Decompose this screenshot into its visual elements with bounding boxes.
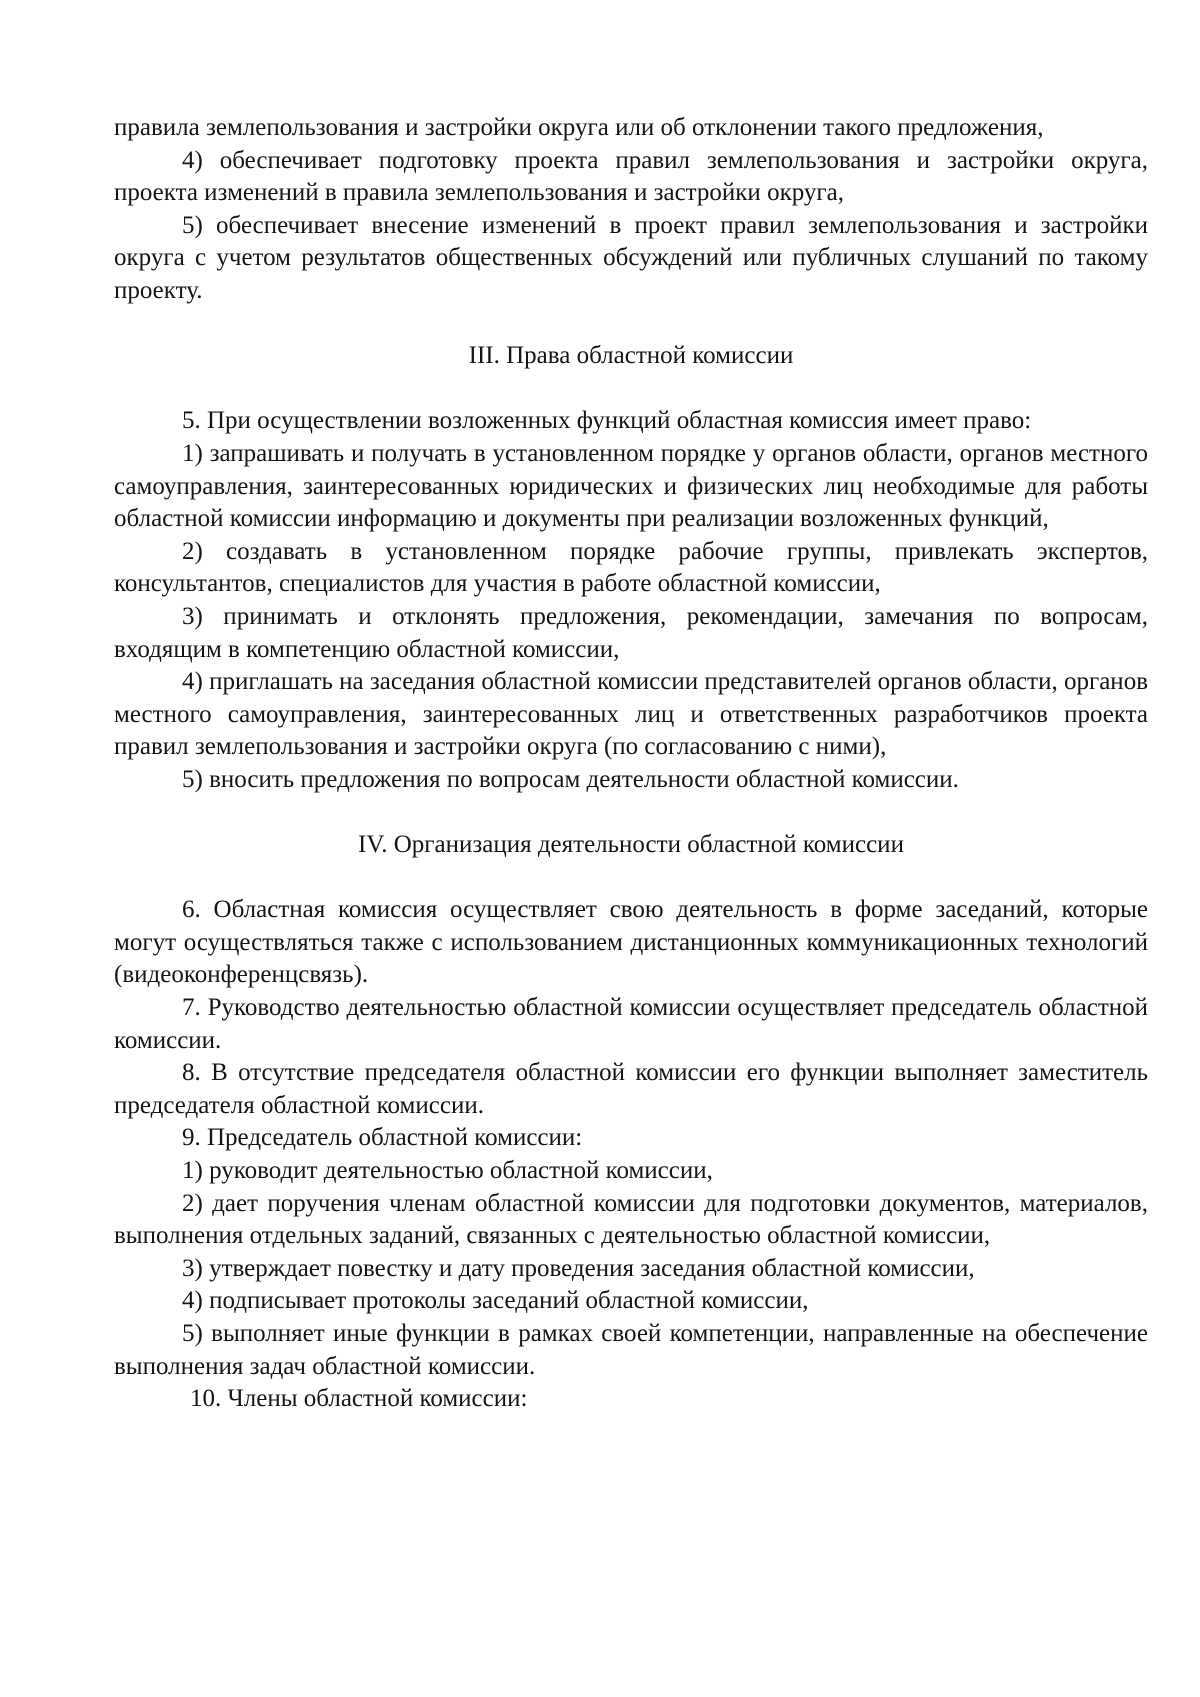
paragraph-chair-duty-1: 1) руководит деятельностью областной комиссии, [182,1157,713,1184]
paragraph-clause-5: 5. При осуществлении возложенных функций областная комиссия имеет право: [182,407,1032,435]
spacer [114,862,1148,895]
spacer [114,308,1148,341]
paragraph-clause-10: 10. Члены областной комиссии: [190,1385,528,1413]
paragraph-clause-9: 9. Председатель областной комиссии: [182,1124,583,1152]
paragraph-clause-8: 8. В отсутствие председателя областной комиссии его функции выполняет заместитель председателя областной комиссии. [114,1059,1148,1119]
paragraph-chair-duty-2: 2) дает поручения членам областной комиссии для подготовки документов, материалов, выполнения отдельных заданий, связанных с деятельностью областной комиссии, [114,1189,1148,1250]
paragraph-right-2: 2) создавать в установленном порядке рабочие группы, привлекать экспертов, консультантов, специалистов для участия в работе областной комиссии, [114,537,1148,598]
paragraph-item-5: 5) обеспечивает внесение изменений в проект правил землепользования и застройки округа с учетом результатов общественных обсуждений или публичных слушаний по такому проекту. [114,211,1148,304]
paragraph-right-3: 3) принимать и отклонять предложения, рекомендации, замечания по вопросам, входящим в компетенцию областной комиссии, [114,602,1148,663]
paragraph-right-5: 5) вносить предложения по вопросам деятельности областной комиссии. [182,765,959,793]
paragraph-continuation: правила землепользования и застройки округа или об отклонении такого предложения, [114,114,1044,141]
paragraph-chair-duty-5: 5) выполняет иные функции в рамках своей компетенции, направленные на обеспечение выполнения задач областной комиссии. [114,1319,1148,1380]
paragraph-right-4: 4) приглашать на заседания областной комиссии представителей органов области, органов местного самоуправления, заинтересованных лиц и ответственных разработчиков проекта правил землепользования и застройки округа (по согласованию с ними), [114,668,1148,761]
section-heading-iv: IV. Организация деятельности областной комиссии [358,831,904,859]
paragraph-right-1: 1) запрашивать и получать в установленном порядке у органов области, органов местного самоуправления, заинтересованных юридических и физических лиц необходимые для работы областной комиссии информацию и документы при реализации возложенных функций, [114,439,1148,533]
document-page [114,112,1148,1416]
spacer [114,373,1148,406]
paragraph-chair-duty-3: 3) утверждает повестку и дату проведения заседания областной комиссии, [182,1254,975,1282]
paragraph-clause-7: 7. Руководство деятельностью областной комиссии осуществляет председатель областной комиссии. [114,994,1148,1054]
paragraph-clause-6: 6. Областная комиссия осуществляет свою деятельность в форме заседаний, которые могут осуществляться также с использованием дистанционных коммуникационных технологий (видеоконференцсвязь). [114,896,1148,989]
section-heading-iii: III. Права областной комиссии [468,342,794,370]
paragraph-item-4: 4) обеспечивает подготовку проекта правил землепользования и застройки округа, проекта изменений в правила землепользования и застройки округа, [114,146,1148,207]
spacer [114,796,1148,829]
paragraph-chair-duty-4: 4) подписывает протоколы заседаний областной комиссии, [182,1287,809,1315]
